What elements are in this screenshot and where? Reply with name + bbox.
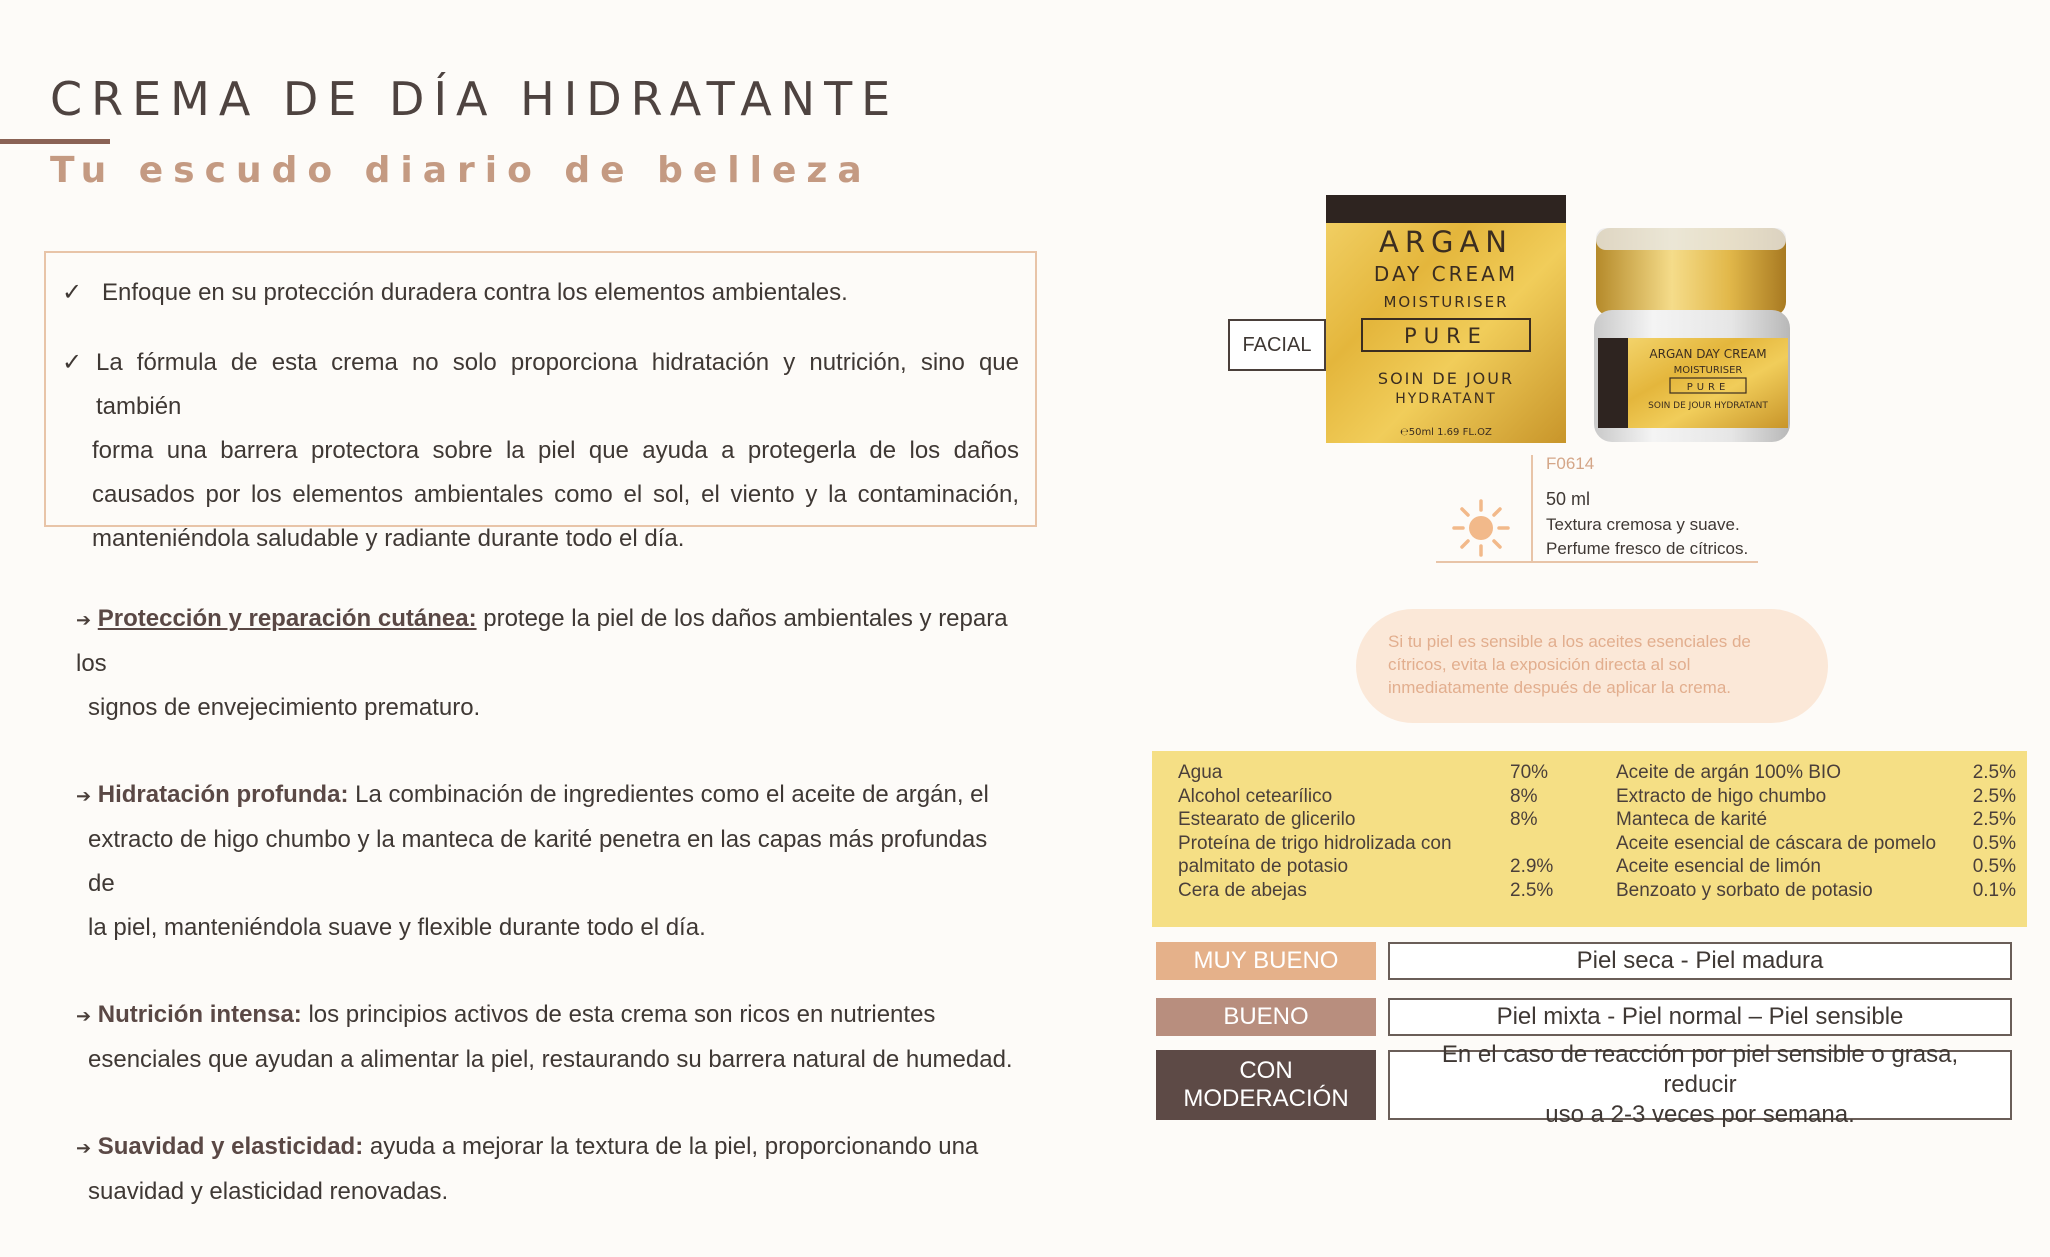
warning-line: Si tu piel es sensible a los aceites esenciales de bbox=[1388, 632, 1751, 651]
product-box-image bbox=[1326, 195, 1566, 443]
arrow-right-icon: ➔ bbox=[76, 1138, 92, 1158]
ingredient-name: Proteína de trigo hidrolizada con bbox=[1178, 832, 1452, 854]
ingredients-column-2 bbox=[1616, 761, 2016, 902]
ingredient-row bbox=[1178, 785, 1558, 809]
title-underline bbox=[0, 139, 110, 144]
intro-point-2-line: forma una barrera protectora sobre la piel que ayuda a protegerla de los daños bbox=[92, 437, 1019, 464]
ingredient-pct: 8% bbox=[1510, 785, 1538, 807]
intro-point-2-line: causados por los elementos ambientales como el sol, el viento y la contaminación, bbox=[92, 481, 1019, 508]
benefits-list bbox=[76, 597, 1016, 1257]
intro-box bbox=[44, 251, 1037, 552]
ingredient-pct: 2.9% bbox=[1510, 856, 1554, 877]
rating-label-con-moderacion bbox=[1156, 1050, 1376, 1120]
product-jar-image bbox=[1590, 222, 1795, 450]
ingredient-row bbox=[1616, 785, 2016, 809]
benefit-text: la piel, manteniéndola suave y flexible durante todo el día. bbox=[88, 914, 706, 941]
ingredients-panel bbox=[1152, 751, 2027, 927]
ingredient-name: Estearato de glicerilo bbox=[1178, 809, 1356, 830]
product-perfume: Perfume fresco de cítricos. bbox=[1546, 539, 1749, 558]
ingredient-name: Aceite esencial de cáscara de pomelo bbox=[1616, 832, 1937, 854]
benefit-text: extracto de higo chumbo y la manteca de karité penetra en las capas más profundas de bbox=[88, 826, 988, 897]
jar-name: ARGAN DAY CREAM bbox=[1649, 347, 1767, 361]
intro-point-2-line: manteniéndola saludable y radiante durante todo el día. bbox=[92, 525, 685, 552]
rating-value-con-moderacion bbox=[1388, 1041, 2012, 1128]
jar-fr: SOIN DE JOUR HYDRATANT bbox=[1648, 401, 1768, 411]
box-line: PURE bbox=[1404, 324, 1488, 348]
box-type: MOISTURISER bbox=[1383, 293, 1509, 311]
benefit-text: signos de envejecimiento prematuro. bbox=[88, 694, 481, 721]
box-brand: ARGAN bbox=[1379, 225, 1513, 259]
arrow-right-icon: ➔ bbox=[76, 786, 92, 806]
benefit-text: esenciales que ayudan a alimentar la piel, restaurando su barrera natural de humedad. bbox=[88, 1046, 1013, 1073]
ingredient-pct: 2.5% bbox=[1510, 879, 1554, 901]
box-product-name: DAY CREAM bbox=[1373, 262, 1519, 286]
benefit-item bbox=[76, 993, 1016, 1082]
benefit-text: protege la piel de los daños ambientales y repara los bbox=[76, 605, 1008, 677]
jar-cap-top bbox=[1596, 228, 1786, 250]
rating-label-muy-bueno: MUY BUENO bbox=[1156, 942, 1376, 980]
benefit-text: ayuda a mejorar la textura de la piel, proporcionando una bbox=[363, 1133, 979, 1160]
jar-line: PURE bbox=[1686, 382, 1730, 393]
ingredient-name: palmitato de potasio bbox=[1178, 856, 1349, 877]
ingredient-pct: 2.5% bbox=[1972, 785, 2016, 807]
box-top-band bbox=[1326, 195, 1566, 223]
benefit-heading: Hidratación profunda: bbox=[97, 781, 349, 808]
ingredient-row bbox=[1616, 879, 2016, 903]
page-title: CREMA DE DÍA HIDRATANTE bbox=[50, 72, 900, 126]
checkmark-icon: ✓ bbox=[62, 349, 83, 376]
page-subtitle: Tu escudo diario de belleza bbox=[50, 150, 872, 191]
ingredient-row bbox=[1178, 879, 1558, 903]
spec-divider-horizontal bbox=[1436, 561, 1758, 563]
intro-point-1 bbox=[62, 271, 1019, 315]
jar-label-dark bbox=[1598, 338, 1628, 428]
facial-tag: FACIAL bbox=[1228, 319, 1326, 371]
ingredient-row bbox=[1178, 808, 1558, 832]
product-code: F0614 bbox=[1546, 454, 1595, 473]
ingredient-pct: 2.5% bbox=[1972, 762, 2016, 783]
benefit-text: La combinación de ingredientes como el aceite de argán, el bbox=[348, 781, 989, 808]
benefit-heading: Nutrición intensa: bbox=[97, 1001, 302, 1028]
box-fr2: HYDRATANT bbox=[1395, 391, 1497, 407]
ingredient-row bbox=[1178, 761, 1558, 785]
box-size: ℮50ml 1.69 FL.OZ bbox=[1400, 427, 1492, 438]
ingredient-row bbox=[1178, 832, 1558, 856]
ingredient-name: Cera de abejas bbox=[1178, 879, 1307, 901]
checkmark-icon: ✓ bbox=[62, 279, 83, 306]
product-texture: Textura cremosa y suave. bbox=[1546, 515, 1740, 534]
ingredient-row bbox=[1616, 855, 2016, 879]
ingredient-pct: 2.5% bbox=[1972, 809, 2016, 830]
box-fr1: SOIN DE JOUR bbox=[1377, 369, 1515, 388]
product-specs bbox=[1546, 487, 1748, 561]
rating-value-bueno: Piel mixta - Piel normal – Piel sensible bbox=[1388, 998, 2012, 1036]
ingredient-row bbox=[1616, 808, 2016, 832]
rating-value-line: uso a 2-3 veces por semana. bbox=[1545, 1101, 1855, 1128]
ingredient-name: Benzoato y sorbato de potasio bbox=[1616, 879, 1873, 901]
sun-warning-note bbox=[1356, 609, 1828, 723]
ingredient-name: Extracto de higo chumbo bbox=[1616, 785, 1827, 807]
arrow-right-icon: ➔ bbox=[76, 1006, 92, 1026]
ingredient-pct: 70% bbox=[1510, 762, 1549, 783]
rating-label-line: MODERACIÓN bbox=[1183, 1085, 1349, 1112]
benefit-heading: Suavidad y elasticidad: bbox=[97, 1133, 364, 1160]
ingredient-name: Manteca de karité bbox=[1616, 809, 1768, 830]
benefit-heading: Protección y reparación cutánea: bbox=[97, 605, 477, 632]
ingredient-pct: 0.5% bbox=[1972, 832, 2016, 854]
ingredient-name: Aceite de argán 100% BIO bbox=[1616, 762, 1841, 783]
benefit-item bbox=[76, 597, 1016, 730]
warning-line: cítricos, evita la exposición directa al sol bbox=[1388, 655, 1691, 674]
intro-point-1-text: Enfoque en su protección duradera contra los elementos ambientales. bbox=[102, 279, 848, 306]
benefit-item bbox=[76, 1125, 1016, 1214]
rating-value-muy-bueno: Piel seca - Piel madura bbox=[1388, 942, 2012, 980]
spec-divider-vertical bbox=[1531, 455, 1533, 561]
ingredient-pct: 0.5% bbox=[1972, 856, 2016, 877]
ingredient-name: Alcohol cetearílico bbox=[1178, 785, 1333, 807]
warning-line: inmediatamente después de aplicar la crema. bbox=[1388, 678, 1732, 697]
ingredient-pct: 8% bbox=[1510, 809, 1538, 830]
ingredient-pct bbox=[1510, 832, 1558, 856]
benefit-text: suavidad y elasticidad renovadas. bbox=[88, 1178, 449, 1205]
ingredient-row bbox=[1616, 832, 2016, 856]
jar-type: MOISTURISER bbox=[1673, 365, 1743, 376]
product-volume: 50 ml bbox=[1546, 489, 1591, 509]
benefit-item bbox=[76, 773, 1016, 950]
rating-label-bueno: BUENO bbox=[1156, 998, 1376, 1036]
ingredient-row bbox=[1616, 761, 2016, 785]
rating-value-line: En el caso de reacción por piel sensible o grasa, reducir bbox=[1441, 1041, 1959, 1098]
ingredient-name: Aceite esencial de limón bbox=[1616, 856, 1821, 877]
ingredient-row bbox=[1178, 855, 1558, 879]
intro-point-2-line: La fórmula de esta crema no solo proporciona hidratación y nutrición, sino que también bbox=[96, 349, 1019, 420]
ingredient-name: Agua bbox=[1178, 762, 1223, 783]
ingredients-column-1 bbox=[1178, 761, 1558, 902]
benefit-text: los principios activos de esta crema son ricos en nutrientes bbox=[301, 1001, 936, 1028]
sun-icon bbox=[1452, 499, 1510, 557]
intro-point-2 bbox=[62, 341, 1019, 561]
arrow-right-icon: ➔ bbox=[76, 610, 92, 630]
rating-label-line: CON bbox=[1239, 1057, 1293, 1084]
ingredient-pct: 0.1% bbox=[1972, 879, 2016, 901]
